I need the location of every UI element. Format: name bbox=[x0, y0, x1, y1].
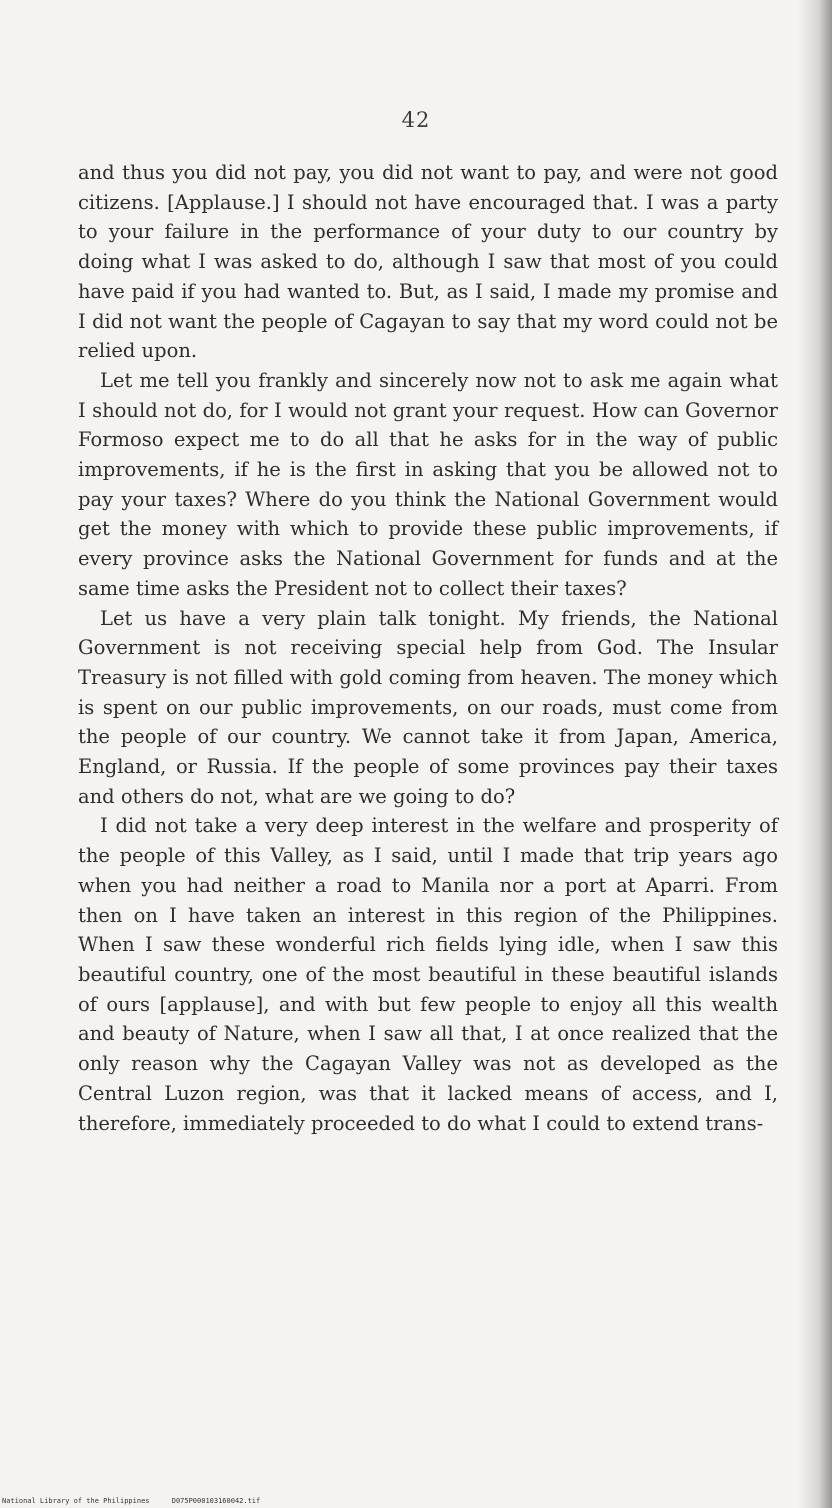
page-number: 42 bbox=[401, 108, 431, 132]
footer-file-id: D075P000103160042.tif bbox=[171, 1497, 261, 1505]
page-edge-shadow bbox=[798, 0, 832, 1508]
paragraph-4: I did not take a very deep interest in the welfare and prosperity of the people of this Valley, as I said, until I made that trip years ago when you had neither a road to Manila nor a port at Aparri. From then on I have taken an interest in this region of the Philippines. When I saw these wonderful rich fields lying idle, when I saw this beautiful country, one of the most beautiful in these beautiful islands of ours [applause], and with but few people to enjoy all this wealth and beauty of Nature, when I saw all that, I at once realized that the only reason why the Cagayan Valley was not as developed as the Central Luzon region, was that it lacked means of access, and I, therefore, immediately proceeded to do what I could to extend trans- bbox=[78, 814, 778, 1135]
body-text bbox=[78, 158, 778, 1138]
paragraph-2: Let me tell you frankly and sincerely now not to ask me again what I should not do, for I would not grant your request. How can Governor Formoso expect me to do all that he asks for in the way of public improvements, if he is the first in asking that you be allowed not to pay your taxes? Where do you think the National Government would get the money with which to provide these public improvements, if every province asks the National Government for funds and at the same time asks the President not to collect their taxes? bbox=[78, 368, 778, 600]
paragraph-1: and thus you did not pay, you did not want to pay, and were not good citizens. [Applause.] I should not have encouraged that. I was a party to your failure in the performance of your duty to our country by doing what I was asked to do, although I saw that most of you could have paid if you had wanted to. But, as I said, I made my promise and I did not want the people of Cagayan to say that my word could not be relied upon. bbox=[78, 161, 778, 363]
scan-footer bbox=[2, 1497, 278, 1505]
footer-library: National Library of the Philippines bbox=[2, 1497, 150, 1505]
paragraph-3: Let us have a very plain talk tonight. My friends, the National Government is not receiving special help from God. The Insular Treasury is not filled with gold coming from heaven. The money which is spent on our public improvements, on our roads, must come from the people of our country. We cannot take it from Japan, America, England, or Russia. If the people of some provinces pay their taxes and others do not, what are we going to do? bbox=[78, 606, 778, 808]
